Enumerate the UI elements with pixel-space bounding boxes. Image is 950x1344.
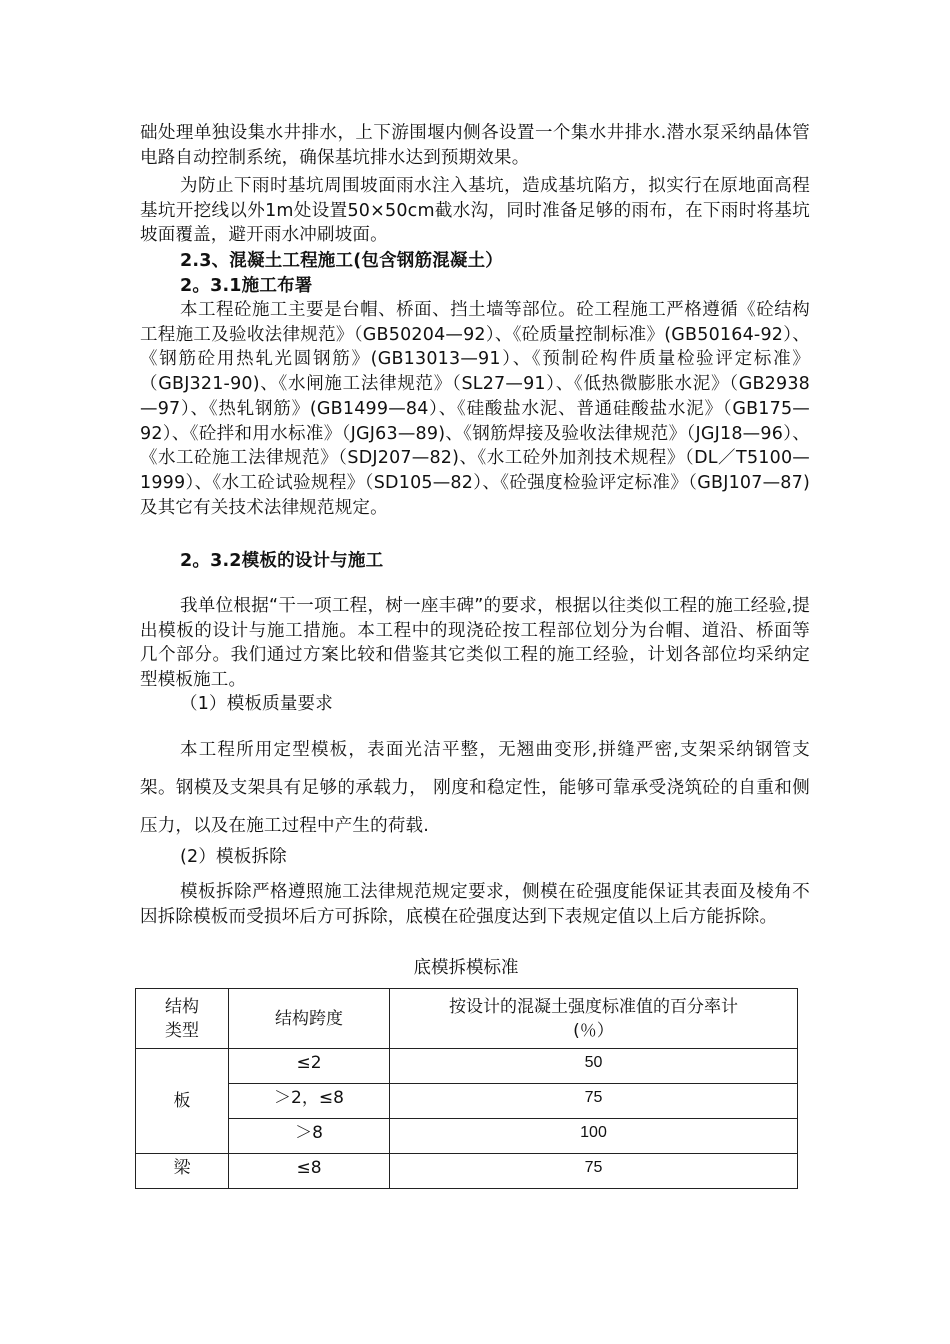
type-cell-slab: 板 <box>136 1049 229 1154</box>
table-row <box>136 1119 798 1154</box>
value-cell: 100 <box>390 1119 798 1154</box>
value-cell: 50 <box>390 1049 798 1084</box>
paragraph-quality: 本工程所用定型模板，表面光洁平整，无翘曲变形,拼缝严密,支架采纳钢管支架。钢模及支架具有足够的承载力， 刚度和稳定性，能够可靠承受浇筑砼的自重和侧压力，以及在施工过程中产生的荷载. <box>140 740 810 836</box>
paragraph-removal: 模板拆除严格遵照施工法律规范规定要求，侧模在砼强度能保证其表面及棱角不因拆除模板而受损坏后方可拆除，底模在砼强度达到下表规定值以上后方能拆除。 <box>140 882 810 927</box>
table-caption: 底模拆模标准 <box>413 958 519 978</box>
header-span: 结构跨度 <box>229 989 390 1049</box>
header-percentage: 按设计的混凝土强度标准值的百分率计 (％） <box>390 989 798 1049</box>
table-row <box>136 1049 798 1084</box>
span-cell: ＞2，≤8 <box>229 1084 390 1119</box>
table-header-row <box>136 989 798 1049</box>
formwork-removal-table <box>135 988 798 1189</box>
heading-2-3-2: 2。3.2模板的设计与施工 <box>180 551 384 571</box>
span-cell: ≤8 <box>229 1154 390 1189</box>
header-structure-type: 结构 类型 <box>136 989 229 1049</box>
paragraph-standards: 本工程砼施工主要是台帽、桥面、挡土墙等部位。砼工程施工严格遵循《砼结构工程施工及验收法律规范》（GB50204—92）、《砼质量控制标准》(GB50164-92）、《钢筋砼用热轧光圆钢筋》(GB13013—91）、《预制砼构件质量检验评定标准》（GBJ321-90)、《水闸施工法律规范》（SL27—91）、《低热微膨胀水泥》（GB2938—97）、《热轧钢筋》(GB1499—84）、《硅酸盐水泥、普通硅酸盐水泥》（GB175—92）、《砼拌和用水标准》（JGJ63—89)、《钢筋焊接及验收法律规范》（JGJ18—96）、《水工砼施工法律规范》（SDJ207—82)、《水工砼外加剂技术规程》（DL／T5100—1999）、《水工砼试验规程》（SD105—82）、《砼强度检验评定标准》（GBJ107—87)及其它有关技术法律规范规定。 <box>140 300 810 518</box>
subheading-quality: （1）模板质量要求 <box>180 694 333 714</box>
value-cell: 75 <box>390 1154 798 1189</box>
subheading-removal: (2）模板拆除 <box>180 847 287 867</box>
heading-2-3-1: 2。3.1施工布署 <box>180 276 313 296</box>
value-cell: 75 <box>390 1084 798 1119</box>
type-cell-beam: 梁 <box>136 1154 229 1189</box>
paragraph-formwork-design: 我单位根据“干一项工程，树一座丰碑”的要求，根据以往类似工程的施工经验,提出模板的设计与施工措施。本工程中的现浇砼按工程部位划分为台帽、道沿、桥面等几个部分。我们通过方案比较和借鉴其它类似工程的施工经验，计划各部位均采纳定型模板施工。 <box>140 596 810 691</box>
paragraph-rain-protection: 为防止下雨时基坑周围坡面雨水注入基坑，造成基坑陷方，拟实行在原地面高程基坑开挖线以外1m处设置50×50cm截水沟，同时准备足够的雨布，在下雨时将基坑坡面覆盖，避开雨水冲刷坡面。 <box>140 176 810 246</box>
table-row <box>136 1154 798 1189</box>
span-cell: ≤2 <box>229 1049 390 1084</box>
table-row <box>136 1084 798 1119</box>
paragraph-drainage: 础处理单独设集水井排水，上下游围堰内侧各设置一个集水井排水.潜水泵采纳晶体管电路自动控制系统，确保基坑排水达到预期效果。 <box>140 123 810 168</box>
span-cell: ＞8 <box>229 1119 390 1154</box>
heading-2-3: 2.3、混凝土工程施工(包含钢筋混凝土） <box>180 251 503 271</box>
